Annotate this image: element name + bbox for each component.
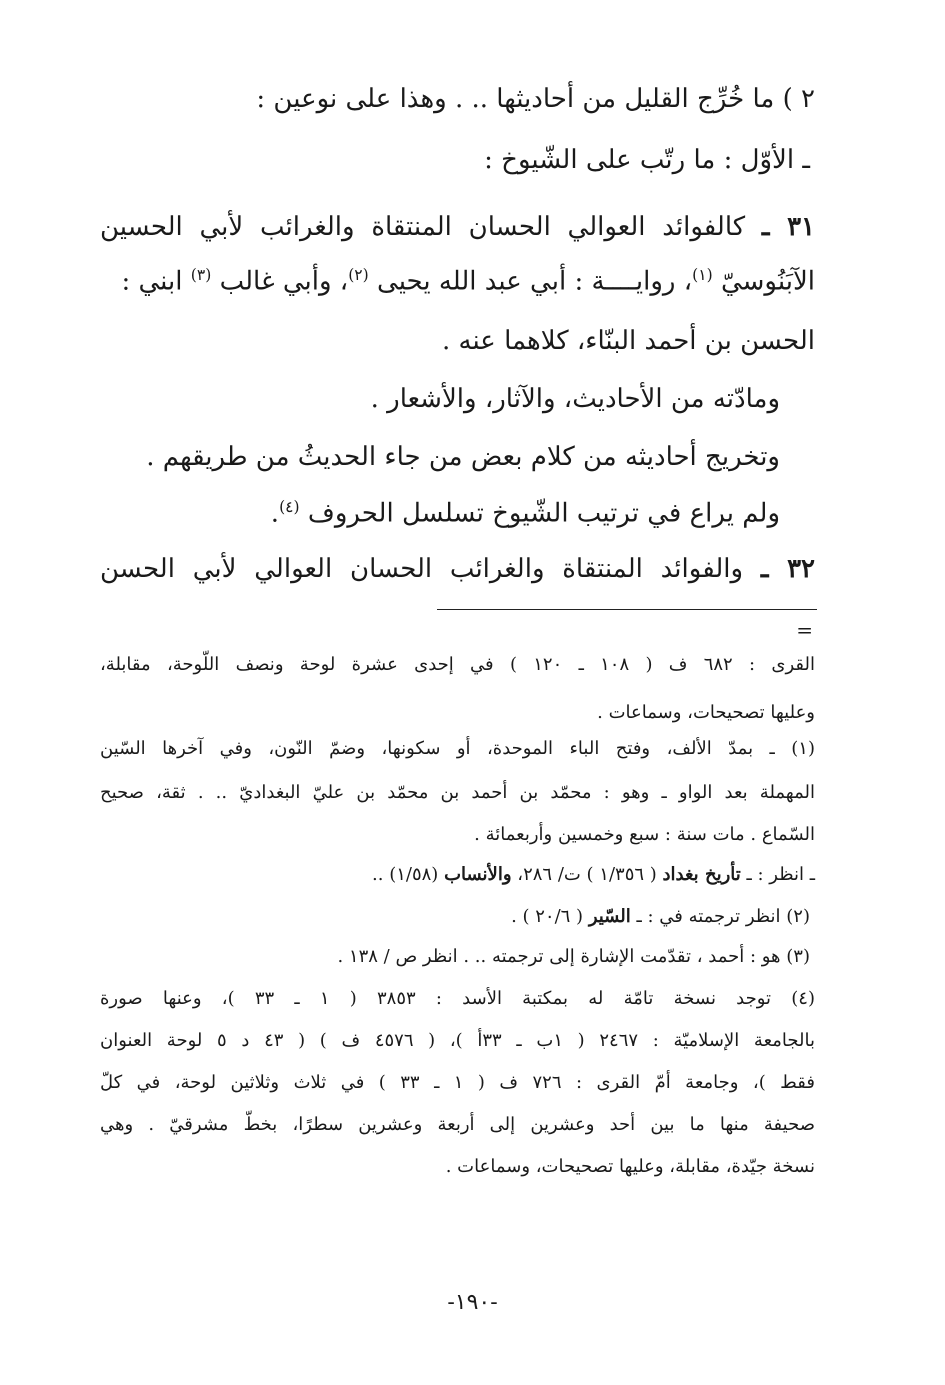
- footnote-4-line-3: فقط )، وجامعة أمّ القرى : ٧٢٦ ف ( ١ ـ ٣٣ ) في ثلاث وثلاثين لوحة، في كلّ: [100, 1072, 815, 1093]
- footnote-1-line-4: [372, 864, 815, 885]
- footnote-2: [511, 906, 810, 927]
- footnote-4-line-4: صحيفة منها ما بين أحد وعشرين إلى أربعة وعشرين سطرًا، بخطّ مشرقيّ . وهي: [100, 1114, 815, 1135]
- footnote-separator: [437, 609, 817, 610]
- entry-31-number: ٣١ ـ: [761, 212, 816, 242]
- footnote-cont-line-1: القرى : ٦٨٢ ف ( ١٠٨ ـ ١٢٠ ) في إحدى عشرة لوحة ونصف اللّوحة، مقابلة،: [100, 654, 815, 675]
- order-period: .: [270, 498, 280, 529]
- text-line-takhrij: وتخريج أحاديثه من كلام بعض من جاء الحديثُ من طريقهم .: [146, 442, 780, 472]
- entry-32-number: ٣٢ ـ: [760, 554, 816, 584]
- text-line-intro: ٢ ) ما خُرِّج القليل من أحاديثها .. . وهذا على نوعين :: [256, 84, 815, 114]
- footnote-1-line-2: المهملة بعد الواو ـ وهو : محمّد بن أحمد بن محمّد بن عليّ البغداديّ .. . ثقة، صحيح: [100, 782, 815, 803]
- footnote-ref-1: (١): [692, 266, 713, 284]
- order-text: ولم يراع في ترتيب الشّيوخ تسلسل الحروف: [307, 498, 780, 529]
- footnote-ref-2: (٢): [348, 266, 369, 284]
- entry-31-text-2c: ، وأبي غالب: [219, 266, 349, 297]
- book-title-tarikh-baghdad: تأريخ بغداد: [662, 864, 741, 885]
- citation-3: ( ٢٠/٦ ) .: [511, 906, 584, 927]
- citation-1: ( ١/٣٥٦ ) ت/ ٢٨٦،: [517, 864, 657, 885]
- citation-2: (١/٥٨) ..: [372, 864, 439, 885]
- text-line-first-kind: ـ الأوّل : ما رتّب على الشّيوخ :: [484, 145, 810, 175]
- entry-31-text-1: كالفوائد العوالي الحسان المنتقاة والغرائب لأبي الحسين: [100, 212, 746, 242]
- text-line-material: ومادّته من الأحاديث، والآثار، والأشعار .: [370, 384, 780, 414]
- entry-31-text-2b: ، روايــــة : أبي عبد الله يحيى: [377, 266, 693, 297]
- entry-31-line-1: [100, 212, 815, 242]
- footnote-ref-3: (٣): [190, 266, 212, 284]
- footnote-1-line-1: (١) ـ بمدّ الألف، وفتح الباء الموحدة، أو سكونها، وضمّ النّون، وفي آخرها السّين: [100, 738, 815, 759]
- book-title-ansab: والأنساب: [444, 864, 512, 885]
- entry-31-line-3: الحسن بن أحمد البنّاء، كلاهما عنه .: [441, 326, 815, 356]
- footnote-3: (٣) هو : أحمد ، تقدّمت الإشارة إلى ترجمته .. . انظر ص / ١٣٨ .: [337, 946, 810, 967]
- footnote-ref-4: (٤): [279, 498, 300, 516]
- footnote-cont-line-2: وعليها تصحيحات، وسماعات .: [597, 702, 815, 723]
- page-number: -١٩٠-: [447, 1290, 498, 1315]
- footnote-2-text: (٢) انظر ترجمته في : ـ: [636, 906, 810, 927]
- footnote-4-line-1: (٤) توجد نسخة تامّة له بمكتبة الأسد : ٣٨٥٣ ( ١ ـ ٣٣ )، وعنها صورة: [100, 988, 815, 1009]
- entry-31-text-2d: ابني :: [121, 266, 183, 297]
- entry-31-text-2a: الآبَنُوسيّ: [720, 266, 815, 297]
- text-line-order: [271, 498, 780, 529]
- entry-32-line-1: [100, 554, 815, 584]
- book-title-siyar: السّير: [588, 906, 631, 927]
- entry-31-line-2: [121, 266, 815, 297]
- footnote-1-line-3: السّماع . مات سنة : سبع وخمسين وأربعمائة .: [474, 824, 815, 845]
- see-label: ـ انظر : ـ: [746, 864, 815, 885]
- footnote-4-line-5: نسخة جيّدة، مقابلة، وعليها تصحيحات، وسماعات .: [445, 1156, 815, 1177]
- footnote-4-line-2: بالجامعة الإسلاميّة : ٢٤٦٧ ( ١ب ـ ٣٣أ )، ( ٤٥٧٦ ف ) ( ٤٣ د ٥ لوحة العنوان: [100, 1030, 815, 1051]
- continuation-mark: =: [796, 618, 813, 642]
- entry-32-text-1: والفوائد المنتقاة والغرائب الحسان العوالي لأبي الحسن: [100, 554, 744, 584]
